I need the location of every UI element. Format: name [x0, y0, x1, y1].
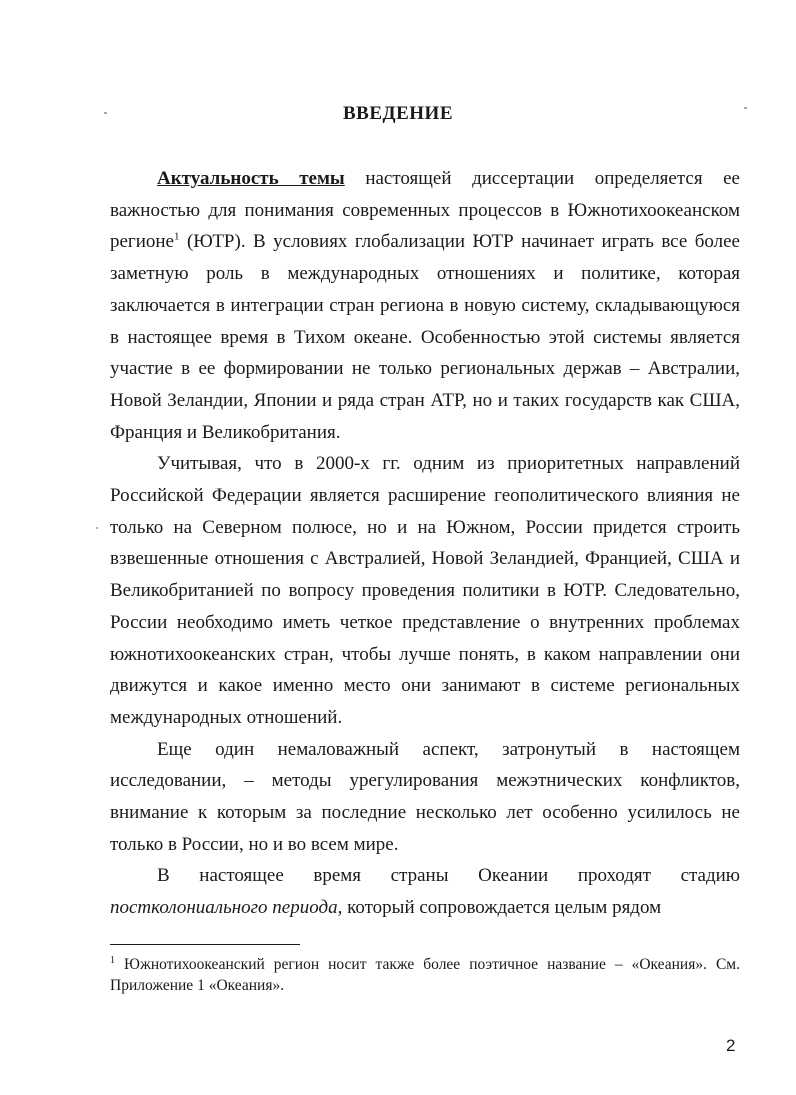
- footnote-text: Южнотихоокеанский регион носит также более поэтичное название – «Океания». См. Приложение 1 «Океания».: [110, 956, 740, 994]
- paragraph-text: , который сопровождается целым рядом: [337, 897, 662, 919]
- topic-relevance-lead: Актуальность темы: [157, 168, 345, 189]
- page-number: 2: [726, 1036, 736, 1055]
- paragraph-4: [110, 860, 740, 923]
- footnote-separator: [110, 944, 300, 945]
- page-title: ВВЕДЕНИЕ: [343, 103, 453, 124]
- paragraph-text: настоящей диссертации определяется ее важностью для понимания современных процессов в Южнотихоокеанском регионе: [110, 168, 740, 253]
- paragraph-2: Учитывая, что в 2000-х гг. одним из приоритетных направлений Российской Федерации является расширение геополитического влияния не только на Северном полюсе, но и на Южном, России придется строить взвешенные отношения с Австралией, Новой Зеландией, Францией, США и Великобританией по вопросу проведения политики в ЮТР. Следовательно, России необходимо иметь четкое представление о внутренних проблемах южнотихоокеанских стран, чтобы лучше понять, в каком направлении они движутся и какое именно место они занимают в системе региональных международных отношений.: [110, 453, 740, 728]
- main-text: [110, 163, 740, 924]
- paragraph-3: Еще один немаловажный аспект, затронутый в настоящем исследовании, – методы урегулирования межэтнических конфликтов, внимание к которым за последние несколько лет особенно усилилось не только в России, но и во всем мире.: [110, 738, 740, 855]
- footnote-reference[interactable]: 1: [174, 231, 180, 244]
- paragraph-text: (ЮТР). В условиях глобализации ЮТР начинает играть все более заметную роль в международных отношениях и политике, которая заключается в интеграции стран региона в новую систему, складывающуюся в настоящее время в Тихом океане. Особенностью этой системы является участие в ее формировании не только региональных держав – Австралии, Новой Зеландии, Японии и ряда стран АТР, но и таких государств как США, Франция и Великобритания.: [110, 231, 740, 443]
- paragraph-1: [110, 163, 740, 448]
- paragraph-text: В настоящее время страны Океании проходят стадию: [157, 865, 740, 887]
- scan-speck: [96, 527, 98, 529]
- footnote: [110, 954, 740, 996]
- footnote-marker: 1: [110, 954, 115, 966]
- italic-term: постколониального периода: [110, 897, 338, 919]
